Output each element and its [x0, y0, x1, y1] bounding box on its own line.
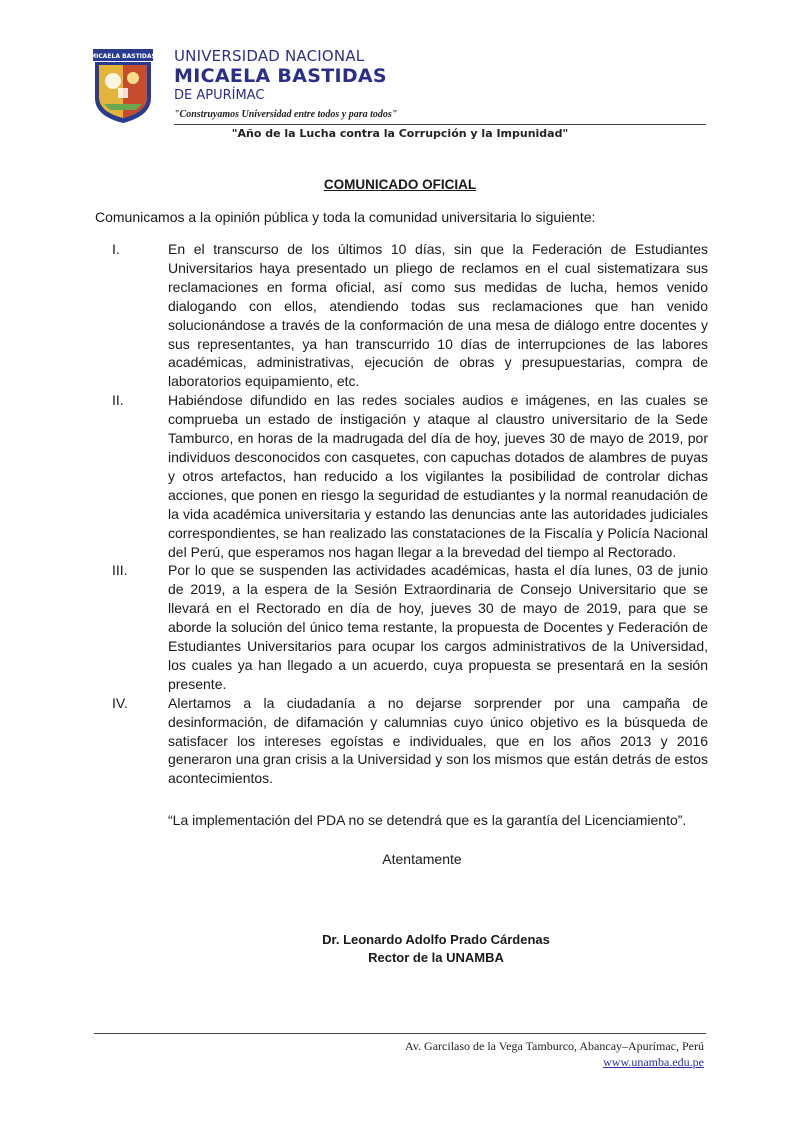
university-crest-icon	[92, 48, 154, 124]
list-item	[112, 694, 712, 789]
signer-title: Rector de la UNAMBA	[368, 950, 504, 965]
list-item-text: Habiéndose difundido en las redes sociales audios e imágenes, en las cuales se comprueba un estado de instigación y ataque al claustro universitario de la Sede Tamburco, en horas de la madrugada del día de hoy, jueves 30 de mayo de 2019, por individuos desconocidos con casquetes, con capuchas dotados de alambres de puyas y otros artefactos, han reducido a los vigilantes la posibilidad de controlar dichas acciones, que ponen en riesgo la seguridad de estudiantes y la normal reanudación de la vida académica universitaria y estando las denuncias ante las autoridades judiciales correspondientes, se han realizado las constataciones de la Fiscalía y Policía Nacional del Perú, que esperamos nos hagan llegar a la brevedad del tiempo al Rectorado.	[168, 392, 708, 560]
logo-caption: MICAELA BASTIDAS	[92, 53, 154, 60]
closing-salutation: Atentamente	[382, 851, 462, 867]
institution-line-1: UNIVERSIDAD NACIONAL	[174, 47, 365, 65]
numbered-list	[112, 240, 712, 788]
list-item-number: I.	[112, 241, 120, 257]
footer-divider	[94, 1033, 706, 1034]
list-item-number: IV.	[112, 694, 128, 711]
institution-line-3: DE APURÍMAC	[174, 88, 265, 103]
year-motto: "Año de la Lucha contra la Corrupción y la Impunidad"	[231, 127, 569, 140]
institution-name	[174, 48, 387, 104]
footer-address: Av. Garcilaso de la Vega Tamburco, Abancay–Apurímac, Perú	[405, 1039, 704, 1053]
footer-website-link[interactable]: www.unamba.edu.pe	[603, 1055, 704, 1069]
list-item-number: III.	[112, 562, 128, 579]
list-item-text: En el transcurso de los últimos 10 días, sin que la Federación de Estudiantes Universitarios haya presentado un pliego de reclamos en el cual sistematizara sus reclamaciones en forma oficial, así como sus medidas de lucha, hemos venido dialogando con ellos, atendiendo todas sus reclamaciones que han venido solucionándose a través de la conformación de una mesa de diálogo entre docentes y sus representantes, ya han transcurrido 10 días de interrupciones de las labores académicas, administrativas, ejecución de obras y presupuestarias, compra de laboratorios equipamiento, etc.	[168, 241, 708, 390]
footer-address-block	[405, 1038, 704, 1070]
signer-name: Dr. Leonardo Adolfo Prado Cárdenas	[322, 932, 550, 947]
document-title: COMUNICADO OFICIAL	[323, 177, 477, 192]
institution-line-2: MICAELA BASTIDAS	[174, 65, 387, 87]
intro-paragraph: Comunicamos a la opinión pública y toda la comunidad universitaria lo siguiente:	[95, 209, 596, 225]
list-item-text: Por lo que se suspenden las actividades académicas, hasta el día lunes, 03 de junio de 2019, a la espera de la Sesión Extraordinaria de Consejo Universitario que se llevará en el Rectorado en día de hoy, jueves 30 de mayo de 2019, para que se aborde la solución del único tema restante, la propuesta de Docentes y Federación de Estudiantes Universitarios para ocupar los cargos administrativos de la Universidad, los cuales ya han llegado a un acuerdo, cuya propuesta se presentará en la sesión presente.	[168, 562, 708, 692]
institution-motto: "Construyamos Universidad entre todos y para todos"	[174, 109, 398, 120]
list-item	[112, 561, 712, 693]
header-divider	[174, 124, 706, 125]
list-item	[112, 391, 712, 561]
university-logo	[92, 48, 154, 124]
list-item-number: II.	[112, 392, 124, 409]
signature-block	[0, 931, 800, 967]
list-item-text: Alertamos a la ciudadanía a no dejarse sorprender por una campaña de desinformación, de difamación y calumnias cuyo único objetivo es la búsqueda de satisfacer los intereses egoístas e individuales, que en los años 2013 y 2016 generaron una gran crisis a la Universidad y son los mismos que están detrás de estos acontecimientos.	[168, 694, 708, 787]
list-item	[112, 240, 712, 391]
closing-quote: “La implementación del PDA no se detendrá que es la garantía del Licenciamiento”.	[168, 812, 687, 828]
